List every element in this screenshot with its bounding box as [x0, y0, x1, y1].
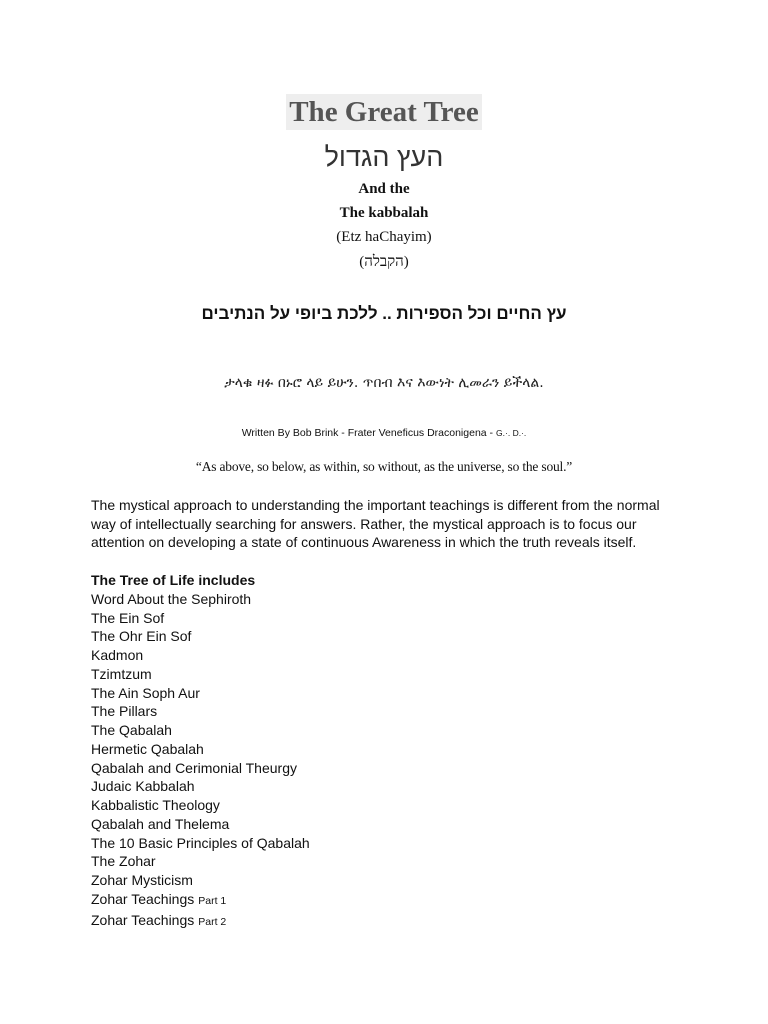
intro-paragraph: The mystical approach to understanding the important teachings is different from the normal way of intellectually searching for answers. Rather, the mystical approach is to focus our attention on developing a state of continuous Awareness in which the truth reveals itself.	[91, 497, 660, 551]
byline-initials: G.·. D.·.	[496, 428, 527, 438]
list-item: Judaic Kabbalah	[91, 778, 195, 795]
subtitle: The kabbalah	[339, 205, 429, 221]
list-item: Tzimtzum	[91, 665, 152, 682]
byline	[0, 425, 768, 441]
list-item: Zohar Mysticism	[91, 872, 193, 888]
list-item: Qabalah and Cerimonial Theurgy	[91, 759, 297, 776]
list-item: Word About the Sephiroth	[91, 590, 252, 607]
list-item: The 10 Basic Principles of Qabalah	[91, 834, 310, 851]
list-item: The Pillars	[91, 703, 158, 720]
list-item: Kadmon	[91, 647, 144, 663]
byline-text: Written By Bob Brink - Frater Veneficus Draconigena -	[241, 427, 494, 439]
hakabbalah-hebrew: (הקבלה)	[359, 254, 409, 270]
page-title: The Great Tree	[286, 94, 482, 130]
list-item: The Ain Soph Aur	[91, 684, 200, 701]
list-item-part: Part 2	[198, 915, 227, 928]
tagline-hebrew: עץ החיים וכל הספירות .. ללכת ביופי על הנתיבים	[201, 304, 567, 323]
title-hebrew: העץ הגדול	[324, 142, 444, 172]
contents-heading: The Tree of Life includes	[91, 572, 256, 588]
list-item-label: Zohar Teachings	[91, 890, 195, 907]
etz-hachayim: (Etz haChayim)	[336, 229, 432, 245]
list-item	[91, 911, 651, 932]
list-item-label: Zohar Teachings	[91, 911, 195, 928]
tagline-amharic: ታላቁ ዛፉ በኑሮ ላይ ይሁን. ጥበብ እና እውነት ሊመራን ይችላል.	[224, 375, 544, 391]
list-item: The Zohar	[91, 853, 156, 870]
list-item: Qabalah and Thelema	[91, 815, 230, 832]
contents-list	[91, 571, 651, 931]
quote: “As above, so below, as within, so without, as the universe, so the soul.”	[195, 459, 573, 474]
title-block	[0, 94, 768, 135]
list-item: The Ohr Ein Sof	[91, 628, 192, 645]
and-the-line: And the	[358, 181, 410, 197]
list-item: The Qabalah	[91, 722, 172, 738]
list-item	[91, 890, 651, 911]
list-item-part: Part 1	[198, 894, 227, 907]
list-item: The Ein Sof	[91, 609, 165, 626]
list-item: Kabbalistic Theology	[91, 797, 220, 813]
list-item: Hermetic Qabalah	[91, 740, 204, 757]
